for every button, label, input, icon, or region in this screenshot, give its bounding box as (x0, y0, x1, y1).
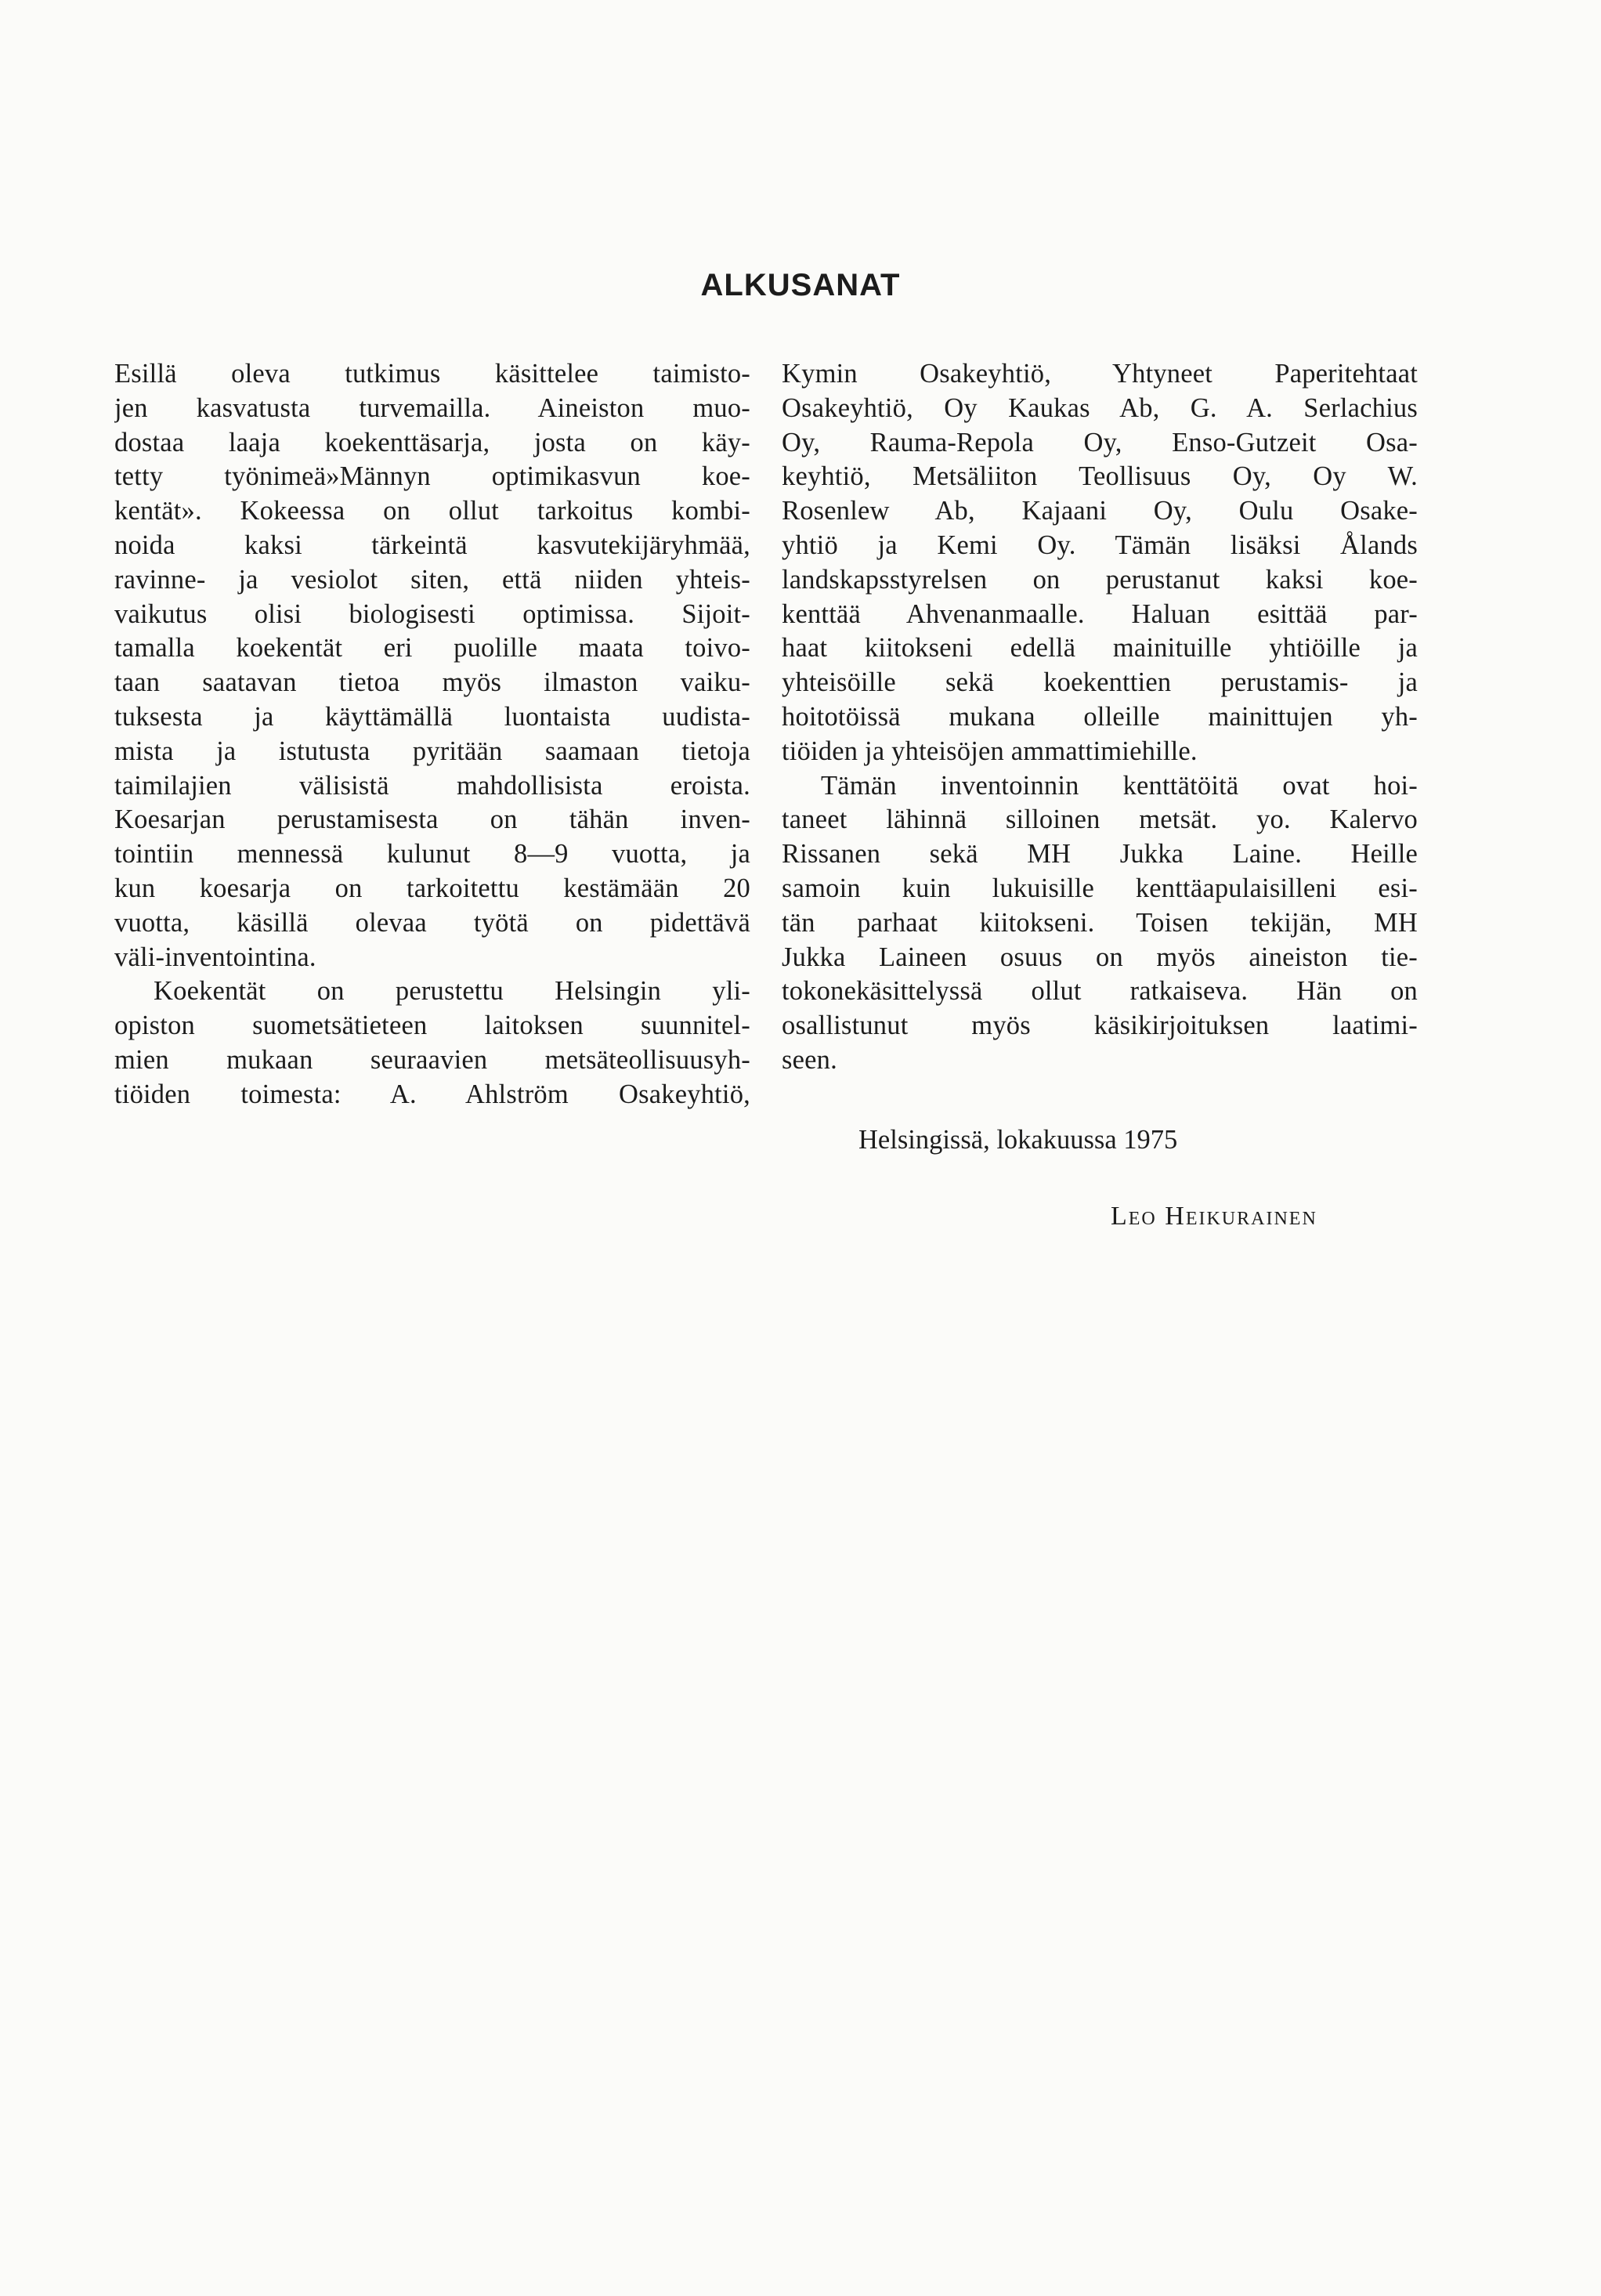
text-line: keyhtiö, Metsäliiton Teollisuus Oy, Oy W. (782, 461, 1418, 492)
text-line: hoitotöissä mukana olleille mainittujen yh- (782, 701, 1418, 732)
text-line: osallistunut myös käsikirjoituksen laatimi- (782, 1011, 1418, 1041)
page-title: ALKUSANAT (700, 268, 901, 302)
text-line: yhteisöille sekä koekenttien perustamis- ja (782, 667, 1418, 698)
text-line: Rosenlew Ab, Kajaani Oy, Oulu Osake- (782, 496, 1418, 526)
text-line: Koesarjan perustamisesta on tähän inven- (114, 805, 750, 835)
text-line: tamalla koekentät eri puolille maata toivo- (114, 633, 750, 663)
author-signature: Leo Heikurainen (1111, 1202, 1317, 1231)
text-line: kenttää Ahvenanmaalle. Haluan esittää par- (782, 598, 1418, 629)
text-line: Koekentät on perustettu Helsingin yli- (154, 976, 750, 1007)
text-line: kentät». Kokeessa on ollut tarkoitus kombi- (114, 496, 750, 526)
text-line: noida kaksi tärkeintä kasvutekijäryhmää, (114, 530, 750, 560)
text-line: tän parhaat kiitokseni. Toisen tekijän, MH (782, 907, 1418, 938)
place-and-date: Helsingissä, lokakuussa 1975 (858, 1125, 1178, 1155)
text-line: taimilajien välisistä mahdollisista eroista. (114, 770, 750, 801)
text-line: tuksesta ja käyttämällä luontaista uudista- (114, 701, 750, 732)
text-line: vuotta, käsillä olevaa työtä on pidettävä (114, 907, 750, 938)
text-line: mien mukaan seuraavien metsäteollisuusyh- (114, 1044, 750, 1075)
text-line: haat kiitokseni edellä mainituille yhtiöille ja (782, 633, 1418, 663)
right-column (782, 357, 1418, 1078)
text-line: landskapsstyrelsen on perustanut kaksi koe- (782, 564, 1418, 595)
text-line: dostaa laaja koekenttäsarja, josta on käy- (114, 427, 750, 457)
text-line: tetty työnimeä»Männyn optimikasvun koe- (114, 461, 750, 492)
text-line: tiöiden toimesta: A. Ahlström Osakeyhtiö, (114, 1079, 750, 1109)
text-line: seen. (782, 1044, 837, 1075)
text-line: Tämän inventoinnin kenttätöitä ovat hoi- (821, 770, 1418, 801)
text-line: Esillä oleva tutkimus käsittelee taimisto- (114, 359, 750, 389)
text-line: Kymin Osakeyhtiö, Yhtyneet Paperitehtaat (782, 359, 1418, 389)
text-line: ravinne- ja vesiolot siten, että niiden yhteis- (114, 564, 750, 595)
text-line: tointiin mennessä kulunut 8—9 vuotta, ja (114, 839, 750, 870)
left-column (114, 357, 750, 1112)
text-line: Jukka Laineen osuus on myös aineiston tie- (782, 942, 1418, 972)
text-line: Rissanen sekä MH Jukka Laine. Heille (782, 839, 1418, 870)
text-line: yhtiö ja Kemi Oy. Tämän lisäksi Ålands (782, 530, 1418, 560)
text-line: opiston suometsätieteen laitoksen suunnitel- (114, 1011, 750, 1041)
text-line: vaikutus olisi biologisesti optimissa. Sijoit- (114, 598, 750, 629)
text-line: jen kasvatusta turvemailla. Aineiston muo- (114, 392, 750, 423)
text-line: taneet lähinnä silloinen metsät. yo. Kalervo (782, 805, 1418, 835)
text-line: samoin kuin lukuisille kenttäapulaisilleni esi- (782, 873, 1418, 903)
text-line: väli-inventointina. (114, 942, 316, 972)
text-line: mista ja istutusta pyritään saamaan tietoja (114, 736, 750, 766)
text-line: tiöiden ja yhteisöjen ammattimiehille. (782, 736, 1198, 766)
text-line: kun koesarja on tarkoitettu kestämään 20 (114, 873, 750, 903)
text-line: tokonekäsittelyssä ollut ratkaiseva. Hän on (782, 976, 1418, 1007)
text-line: taan saatavan tietoa myös ilmaston vaiku- (114, 667, 750, 698)
text-line: Osakeyhtiö, Oy Kaukas Ab, G. A. Serlachius (782, 392, 1418, 423)
text-line: Oy, Rauma-Repola Oy, Enso-Gutzeit Osa- (782, 427, 1418, 457)
